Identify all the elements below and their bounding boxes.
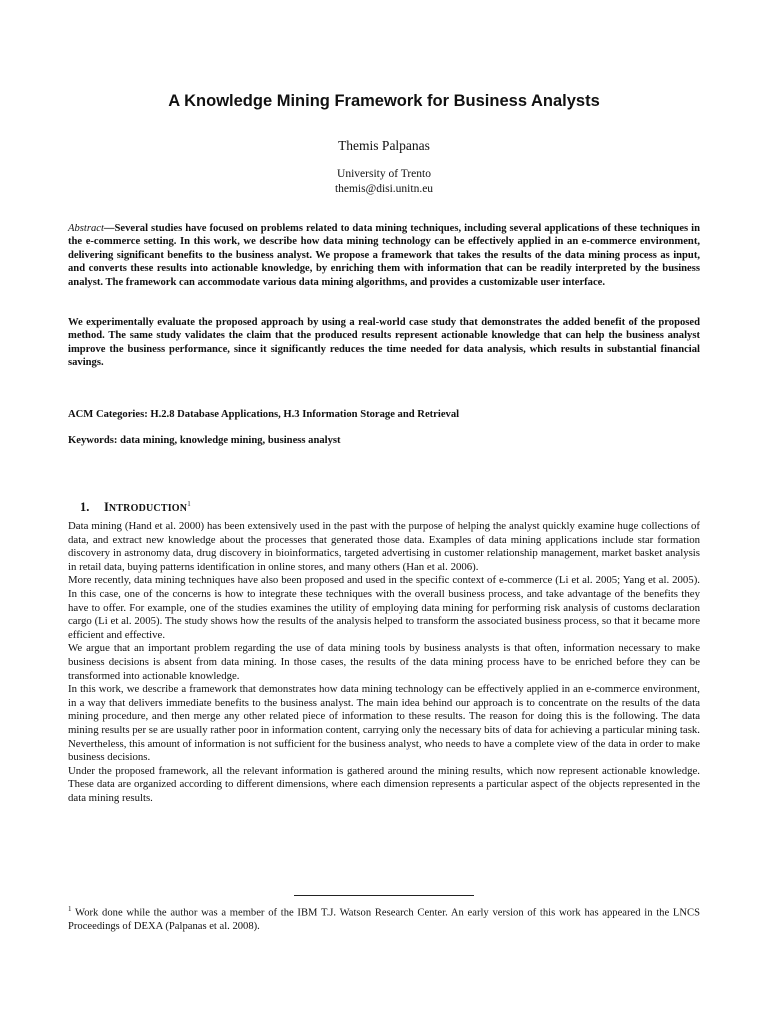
affiliation: University of Trento <box>337 168 431 180</box>
footnote-mark: 1 <box>68 905 72 913</box>
section-number: 1. <box>80 500 90 515</box>
body-paragraph: Under the proposed framework, all the relevant information is gathered around the mining results, which now represent actionable knowledge. These data are organized according to different dimensions, where each dimension represents a particular aspect of the objects represented in the data mining results. <box>68 764 700 804</box>
section-heading <box>80 500 191 515</box>
footnote-text: Work done while the author was a member of the IBM T.J. Watson Research Center. An early version of this work has appeared in the LNCS Proceedings of DEXA (Palpanas et al. 2008). <box>68 907 700 933</box>
abstract-text: Several studies have focused on problems related to data mining techniques, including several applications of these techniques in the e-commerce setting. In this work, we describe how data mining technology can be effectively applied in an e-commerce environment, delivering significant benefits to the business analyst. We propose a framework that takes the results of the data mining process as input, and converts these results into actionable knowledge, by enriching them with information that can be readily interpreted by the business analyst. The framework can accommodate various data mining algorithms, and provides a customizable user interface. <box>68 223 700 288</box>
body-paragraph: More recently, data mining techniques have also been proposed and used in the specific context of e-commerce (Li et al. 2005; Yang et al. 2005). In this case, one of the concerns is how to integrate these techniques with the overall business process, and take advantage of the benefits they have to offer. For example, one of the studies examines the utility of employing data mining for performing risk analysis of customs declaration cargo (Li et al. 2005). The study shows how the results of the analysis helped to transform the associated business process, so that it became more efficient and effective. <box>68 574 700 641</box>
section-body <box>68 520 700 805</box>
author-affiliation-block <box>0 167 768 197</box>
abstract-dash: — <box>103 223 115 234</box>
footnote-reference: 1 <box>187 500 191 508</box>
section-title-rest: NTRODUCTION <box>108 503 188 515</box>
author-email: themis@disi.unitn.eu <box>334 183 434 195</box>
body-paragraph: Data mining (Hand et al. 2000) has been extensively used in the past with the purpose of helping the analyst quickly examine huge collections of data, and extract new knowledge about the processes that generated those data. Examples of data mining applications include star formation discovery in astronomy data, drug discovery in bioinformatics, targeted advertising in customer relationship management, market basket analysis in retail data, buying patterns identification in online stores, and many others (Han et al. 2006). <box>68 520 700 573</box>
section-title-initial: I <box>104 500 109 515</box>
abstract-paragraph <box>68 222 700 289</box>
footnote-separator <box>294 895 474 896</box>
abstract-label: Abstract <box>68 223 104 234</box>
keywords: Keywords: data mining, knowledge mining, business analyst <box>68 435 341 446</box>
body-paragraph: In this work, we describe a framework that demonstrates how data mining technology can be effectively applied in an e-commerce environment, in a way that delivers immediate benefits to the business analyst. The main idea behind our approach is to concentrate on the results of the data mining procedure, and then merge any other related piece of information to these results. The reason for doing this is the following. The data mining results per se are usually rather poor in information content, carrying only the necessary bits of data for achieving a particular mining task. Nevertheless, this amount of information is not sufficient for the business analyst, who needs to have a complete view of the data in order to make business decisions. <box>68 683 700 764</box>
abstract-paragraph-2: We experimentally evaluate the proposed approach by using a real-world case study that demonstrates the added benefit of the proposed method. The same study validates the claim that the produced results represent actionable knowledge that can help the business analyst improve the business performance, since it significantly reduces the time needed for data analysis, which results in substantial financial savings. <box>68 317 700 369</box>
footnote <box>68 903 700 934</box>
author-name: Themis Palpanas <box>338 138 430 153</box>
body-paragraph: We argue that an important problem regarding the use of data mining tools by business analysts is that often, information necessary to make business decisions is absent from data mining. In those cases, the results of the data mining process have to be enriched before they can be transformed into actionable knowledge. <box>68 642 700 682</box>
paper-title: A Knowledge Mining Framework for Business Analysts <box>168 92 600 110</box>
acm-categories: ACM Categories: H.2.8 Database Applications, H.3 Information Storage and Retrieval <box>68 409 460 420</box>
